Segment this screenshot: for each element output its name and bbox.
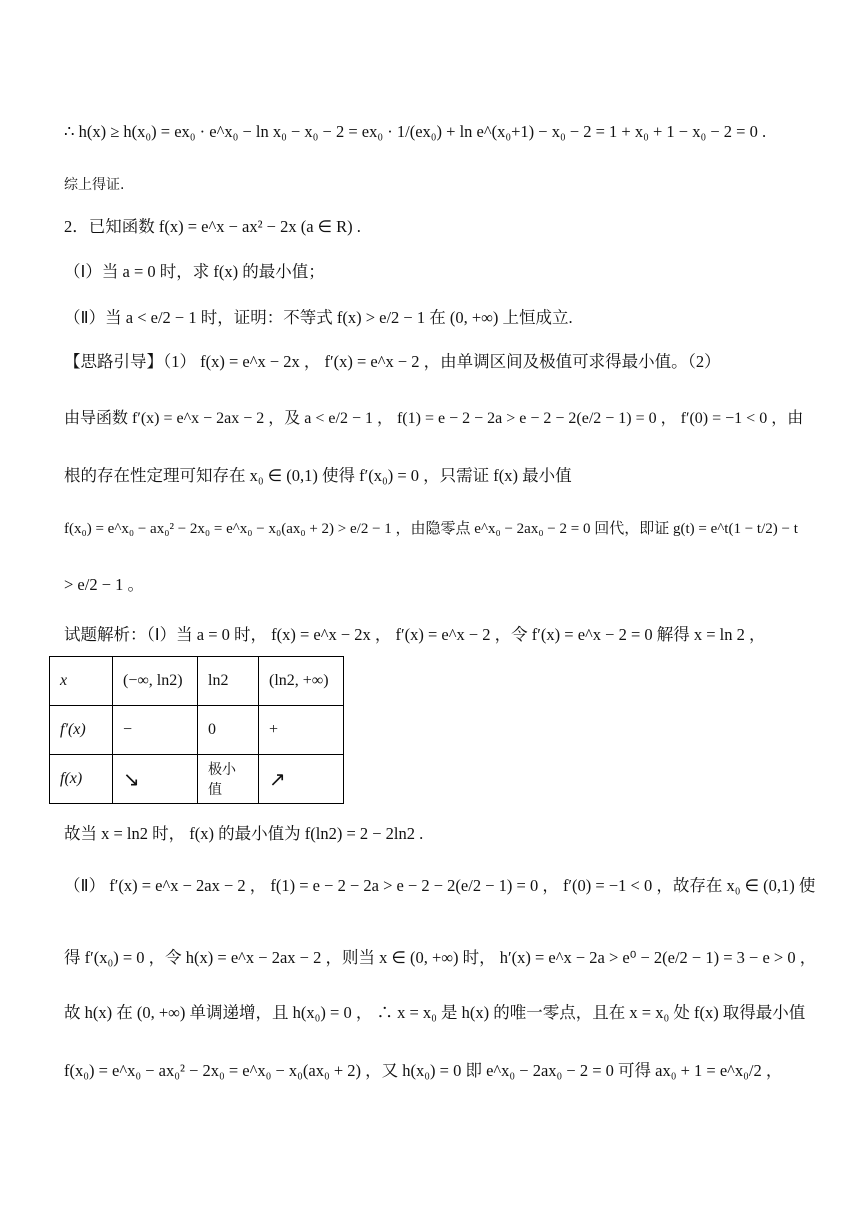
solution-part-2-line-2: 得 f′(x₀) = 0 ，令 h(x) = e^x − 2ax − 2 ，则当 x ∈ (0, +∞) 时， h′(x) = e^x − 2a > e⁰ − 2(e/2 − 1) = 3 − e > 0 ， <box>64 948 817 967</box>
table-cell: f′(x) <box>50 706 113 755</box>
decreasing-arrow-icon: ↘ <box>113 755 198 804</box>
hint-line-3: 根的存在性定理可知存在 x₀ ∈ (0,1) 使得 f′(x₀) = 0 ，只需证 f(x) 最小值 <box>64 466 572 485</box>
table-row <box>50 706 344 755</box>
hint-line-1: 【思路引导】（1） f(x) = e^x − 2x ， f′(x) = e^x − 2 ，由单调区间及极值可求得最小值。（2） <box>64 352 721 371</box>
solution-part-2-line-4: f(x₀) = e^x₀ − ax₀² − 2x₀ = e^x₀ − x₀(ax₀ + 2) ，又 h(x₀) = 0 即 e^x₀ − 2ax₀ − 2 = 0 可得 ax₀ + 1 = e^x₀/2 ， <box>64 1061 783 1080</box>
proof-conclusion-equation: ∴ h(x) ≥ h(x₀) = ex₀ · e^x₀ − ln x₀ − x₀ − 2 = ex₀ · 1/(ex₀) + ln e^(x₀+1) − x₀ − 2 = 1 + x₀ + 1 − x₀ − 2 = 0 . <box>64 122 767 141</box>
hint-line-5: > e/2 − 1 。 <box>64 575 145 594</box>
table-cell: 极小值 <box>198 755 259 804</box>
table-cell: (ln2, +∞) <box>259 657 344 706</box>
table-cell: ln2 <box>198 657 259 706</box>
hint-line-2: 由导函数 f′(x) = e^x − 2ax − 2 ，及 a < e/2 − 1 ， f(1) = e − 2 − 2a > e − 2 − 2(e/2 − 1) = 0 ， f′(0) = −1 < 0 ，由 <box>64 410 804 427</box>
table-cell: − <box>113 706 198 755</box>
problem-part-2: （Ⅱ）当 a < e/2 − 1 时，证明：不等式 f(x) > e/2 − 1 在 (0, +∞) 上恒成立. <box>64 308 573 327</box>
solution-part-2-line-3: 故 h(x) 在 (0, +∞) 单调递增，且 h(x₀) = 0 ， ∴ x = x₀ 是 h(x) 的唯一零点，且在 x = x₀ 处 f(x) 取得最小值 <box>64 1003 806 1022</box>
hint-line-4: f(x₀) = e^x₀ − ax₀² − 2x₀ = e^x₀ − x₀(ax₀ + 2) > e/2 − 1 ，由隐零点 e^x₀ − 2ax₀ − 2 = 0 回代，即证 g(t) = e^t(1 − t/2) − t <box>64 521 798 537</box>
monotonicity-table <box>49 656 344 804</box>
table-cell: 0 <box>198 706 259 755</box>
table-row <box>50 755 344 804</box>
table-cell: (−∞, ln2) <box>113 657 198 706</box>
solution-min-value: 故当 x = ln2 时， f(x) 的最小值为 f(ln2) = 2 − 2ln2 . <box>64 824 424 843</box>
table-cell: f(x) <box>50 755 113 804</box>
problem-statement: 2．已知函数 f(x) = e^x − ax² − 2x (a ∈ R) . <box>64 217 361 236</box>
solution-part-1: 试题解析：（Ⅰ）当 a = 0 时， f(x) = e^x − 2x ， f′(x) = e^x − 2 ，令 f′(x) = e^x − 2 = 0 解得 x = ln 2 ， <box>64 625 766 644</box>
increasing-arrow-icon: ↗ <box>259 755 344 804</box>
solution-part-2-line-1: （Ⅱ） f′(x) = e^x − 2ax − 2 ， f(1) = e − 2 − 2a > e − 2 − 2(e/2 − 1) = 0 ， f′(0) = −1 < 0 ，故存在 x₀ ∈ (0,1) 使 <box>64 876 816 895</box>
table-cell: x <box>50 657 113 706</box>
proof-summary: 综上得证. <box>64 177 125 193</box>
problem-part-1: （Ⅰ）当 a = 0 时，求 f(x) 的最小值； <box>64 262 325 281</box>
table-cell: + <box>259 706 344 755</box>
table-row <box>50 657 344 706</box>
